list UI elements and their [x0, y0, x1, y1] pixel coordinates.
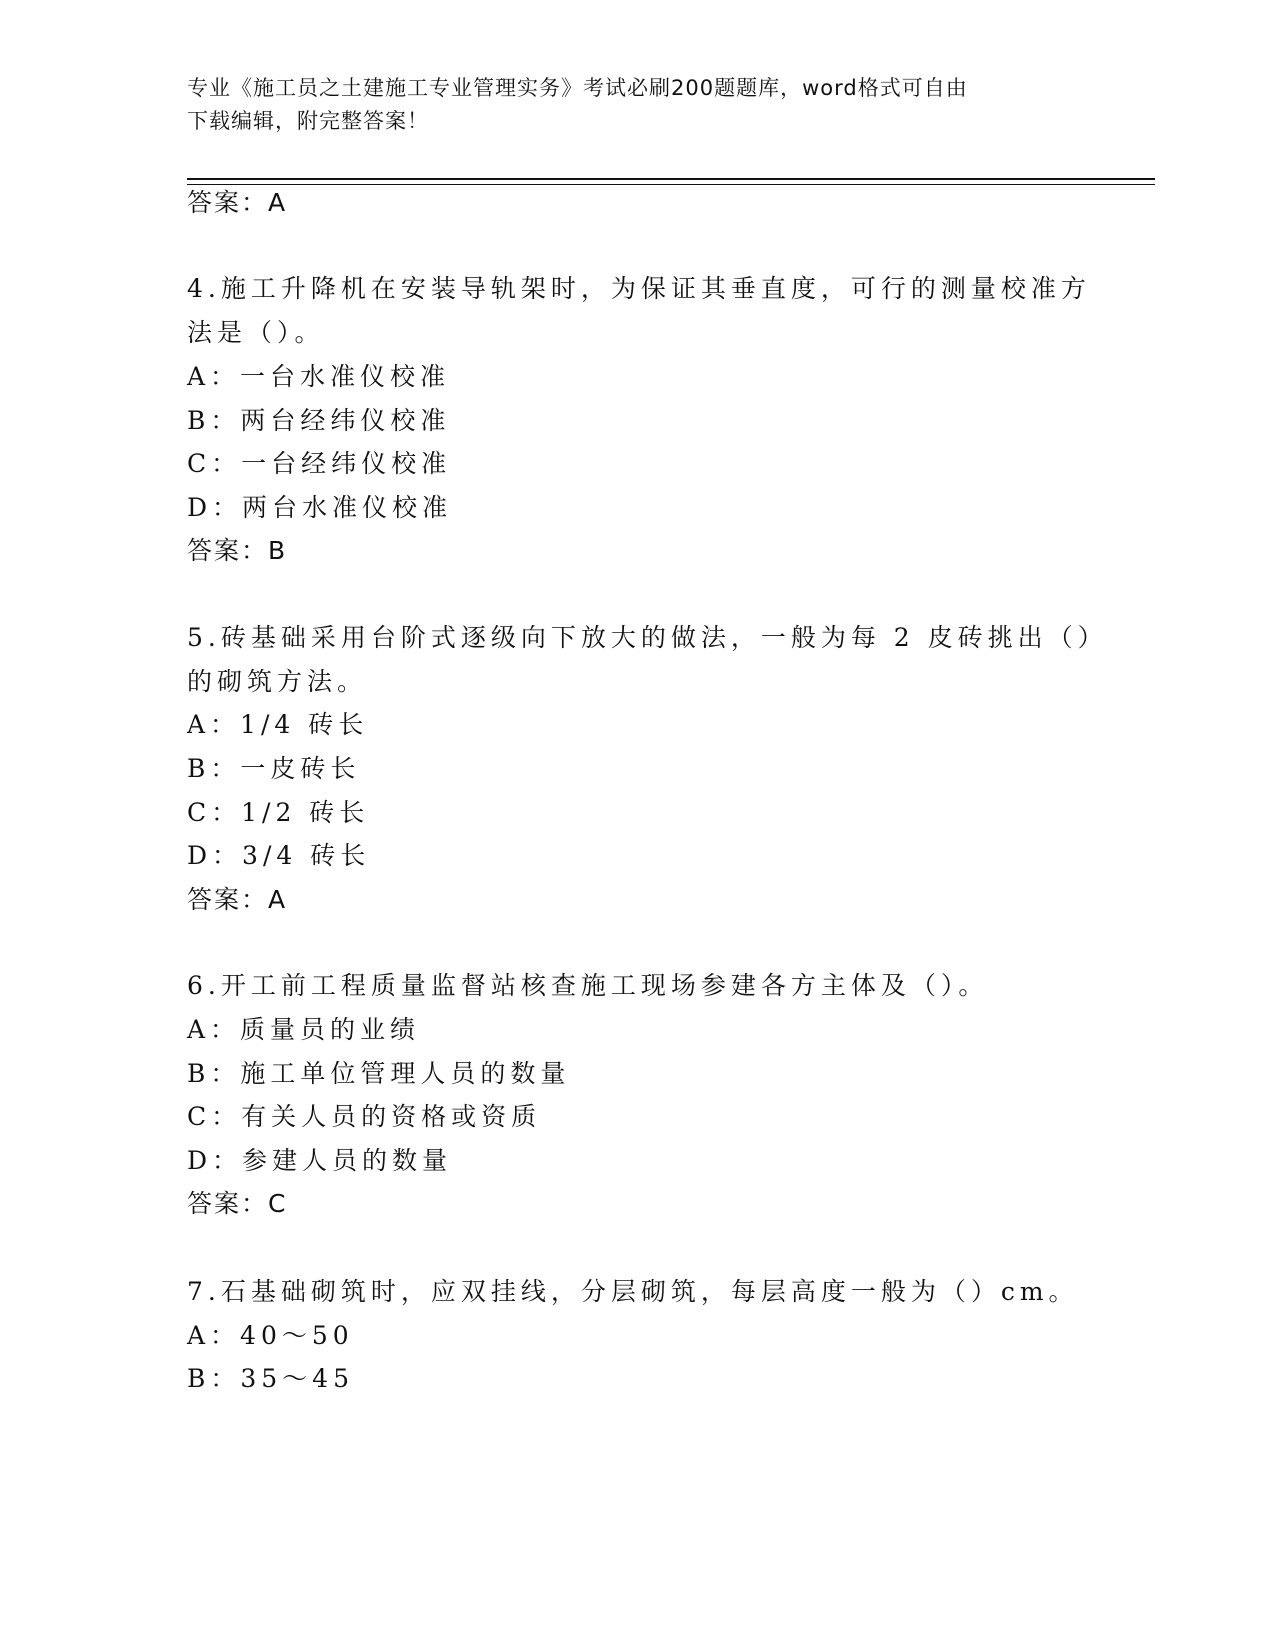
question-7-option-a: A：40～50	[187, 1321, 354, 1350]
question-6-option-a: A：质量员的业绩	[187, 1015, 421, 1044]
question-5-option-d: D：3/4 砖长	[187, 841, 371, 870]
question-6-option-b: B：施工单位管理人员的数量	[187, 1059, 571, 1088]
question-4-line-2: 法是（）。	[187, 318, 325, 347]
question-7-option-b: B：35～45	[187, 1364, 354, 1393]
question-5-option-b: B：一皮砖长	[187, 754, 361, 783]
question-6-option-c: C：有关人员的资格或资质	[187, 1102, 542, 1131]
question-5-line-2: 的砌筑方法。	[187, 667, 368, 696]
document-header	[187, 72, 1067, 138]
question-4-answer: 答案：B	[187, 536, 288, 565]
question-5-option-a: A：1/4 砖长	[187, 710, 369, 739]
question-6-answer: 答案：C	[187, 1189, 288, 1218]
question-5-option-c: C：1/2 砖长	[187, 798, 370, 827]
question-6-line-1: 6.开工前工程质量监督站核查施工现场参建各方主体及（）。	[187, 971, 989, 1000]
question-4-line-1: 4.施工升降机在安装导轨架时，为保证其垂直度，可行的测量校准方	[187, 274, 1091, 303]
question-4-option-d: D：两台水准仪校准	[187, 493, 453, 522]
question-7-line-1: 7.石基础砌筑时，应双挂线，分层砌筑，每层高度一般为（）cm。	[187, 1277, 1079, 1306]
answer-line: 答案：A	[187, 188, 288, 217]
question-5-line-1: 5.砖基础采用台阶式逐级向下放大的做法，一般为每 2 皮砖挑出（）	[187, 623, 1108, 652]
question-4-option-b: B：两台经纬仪校准	[187, 406, 451, 435]
header-line-1: 专业《施工员之土建施工专业管理实务》考试必刷200题题库，word格式可自由	[187, 76, 968, 100]
question-6-option-d: D：参建人员的数量	[187, 1146, 453, 1175]
question-5-answer: 答案：A	[187, 885, 288, 914]
header-line-2: 下载编辑，附完整答案！	[187, 109, 429, 133]
header-rule-thin	[187, 184, 1155, 185]
header-rule-thick	[187, 178, 1155, 180]
question-4-option-c: C：一台经纬仪校准	[187, 449, 452, 478]
question-4-option-a: A：一台水准仪校准	[187, 362, 451, 391]
